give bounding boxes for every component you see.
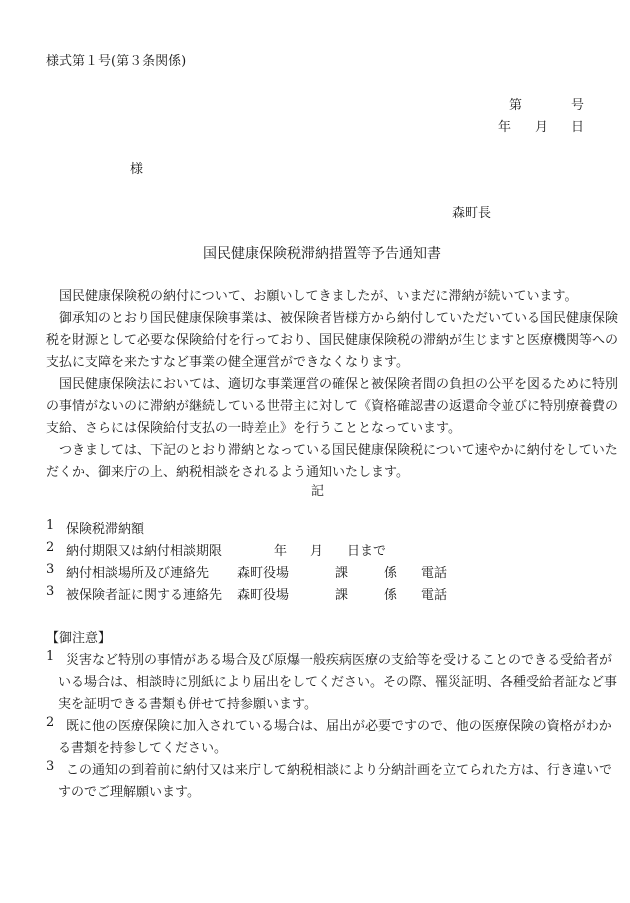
- body-line: だくか、御来庁の上、納税相談をされるよう通知いたします。: [46, 465, 409, 480]
- note-line: る書類を持参してください。: [58, 741, 228, 756]
- date-month: 月: [535, 120, 549, 135]
- body-line: 国民健康保険税の納付について、お願いしてきましたが、いまだに滞納が続いています。: [59, 289, 578, 304]
- number-prefix: 第: [509, 98, 523, 113]
- note-line: いる場合は、相談時に別紙により届出をしてください。その際、罹災証明、各種受給者証など事: [58, 675, 618, 690]
- date-day: 日: [571, 120, 585, 135]
- item-number: 2: [46, 540, 55, 555]
- item-number: 3: [46, 584, 55, 599]
- number-suffix: 号: [571, 98, 585, 113]
- item-number: 1: [46, 518, 55, 533]
- item-day: 日まで: [347, 544, 387, 559]
- date-year: 年: [498, 120, 512, 135]
- item-kakari: 係: [384, 588, 398, 603]
- note-number: 2: [46, 715, 55, 730]
- item-ka: 課: [335, 588, 349, 603]
- body-line: 国民健康保険法においては、適切な事業運営の確保と被保険者間の負担の公平を図るために特別: [59, 377, 619, 392]
- item-label: 保険税滞納額: [66, 522, 145, 537]
- item-office: 森町役場: [237, 566, 290, 581]
- item-office: 森町役場: [237, 588, 290, 603]
- item-number: 3: [46, 562, 55, 577]
- note-line: 実を証明できる書類も併せて持参願います。: [58, 697, 317, 712]
- body-line: つきましては、下記のとおり滞納となっている国民健康保険税について速やかに納付をしていた: [59, 443, 618, 458]
- note-number: 3: [46, 759, 55, 774]
- body-line: 税を財源として必要な保険給付を行っており、国民健康保険税の滞納が生じますと医療機関等への: [46, 333, 619, 348]
- note-line: この通知の到着前に納付又は来庁して納税相談により分納計画を立てられた方は、行き違いで: [66, 763, 613, 778]
- body-line: 御承知のとおり国民健康保険事業は、被保険者皆様方から納付していただいている国民健康保険: [59, 311, 619, 326]
- recipient-suffix: 様: [130, 162, 144, 177]
- item-year: 年: [274, 544, 288, 559]
- body-line: の事情がないのに滞納が継続している世帯主に対して《資格確認書の返還命令並びに特別療養費の: [46, 399, 619, 414]
- form-label: 様式第１号(第３条関係): [46, 54, 187, 69]
- note-line: 災害など特別の事情がある場合及び原爆一般疾病医療の支給等を受けることのできる受給者が: [66, 653, 613, 668]
- item-month: 月: [310, 544, 324, 559]
- item-label: 納付相談場所及び連絡先: [66, 566, 210, 581]
- ki-heading: 記: [311, 484, 325, 499]
- item-kakari: 係: [384, 566, 398, 581]
- item-label: 被保険者証に関する連絡先: [66, 588, 223, 603]
- body-line: 支払に支障を来たすなど事業の健全運営ができなくなります。: [46, 355, 409, 370]
- item-ka: 課: [335, 566, 349, 581]
- item-tel: 電話: [421, 588, 448, 603]
- body-line: 支給、さらには保険給付支払の一時差止》を行うこととなっています。: [46, 421, 461, 436]
- note-line: すのでご理解願います。: [58, 785, 200, 800]
- page-title: 国民健康保険税滞納措置等予告通知書: [203, 246, 441, 262]
- item-tel: 電話: [421, 566, 448, 581]
- note-number: 1: [46, 649, 55, 664]
- notes-heading: 【御注意】: [46, 631, 112, 646]
- sender: 森町長: [452, 206, 492, 221]
- note-line: 既に他の医療保険に加入されている場合は、届出が必要ですので、他の医療保険の資格がわか: [66, 719, 612, 734]
- item-label: 納付期限又は納付相談期限: [66, 544, 223, 559]
